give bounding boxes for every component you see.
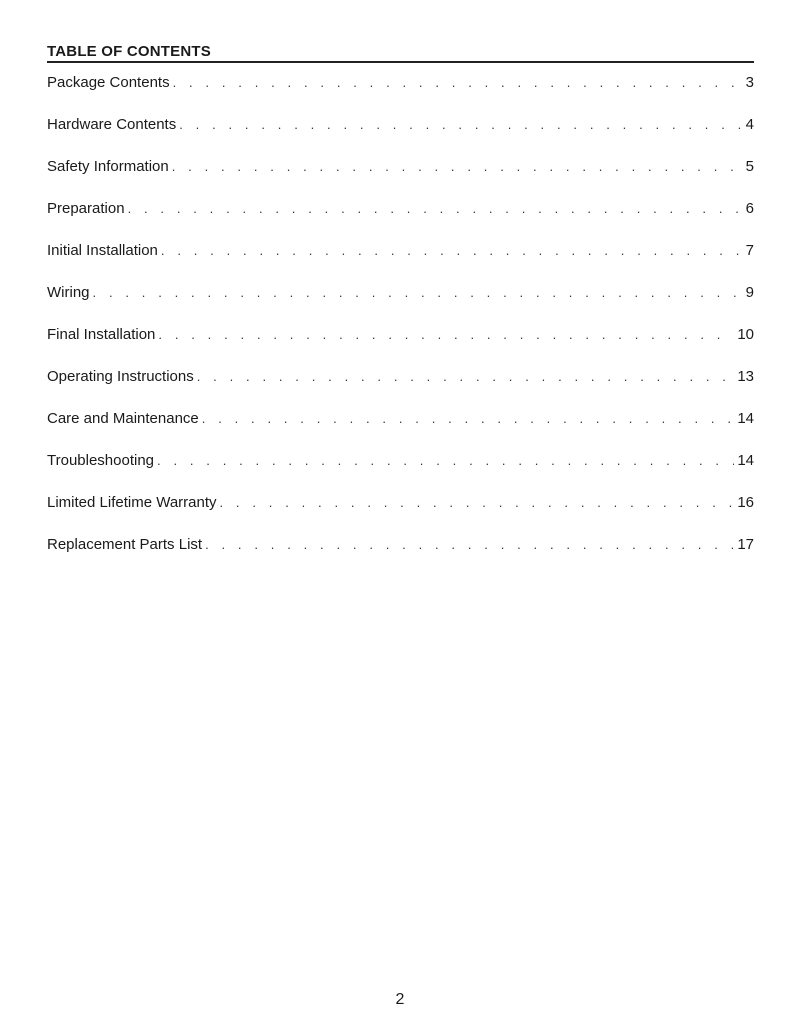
toc-list — [47, 73, 754, 577]
toc-dot-leader — [179, 115, 742, 135]
toc-entry[interactable] — [47, 325, 754, 367]
toc-entry-page: 13 — [737, 368, 754, 385]
toc-entry[interactable] — [47, 535, 754, 577]
toc-dot-leader — [128, 199, 743, 219]
toc-entry-label: Troubleshooting — [47, 452, 155, 469]
toc-header — [47, 44, 754, 63]
toc-entry-page: 3 — [745, 74, 754, 91]
toc-entry[interactable] — [47, 73, 754, 115]
toc-entry[interactable] — [47, 493, 754, 535]
toc-entry[interactable] — [47, 157, 754, 199]
toc-dot-leader — [158, 325, 734, 345]
toc-entry[interactable] — [47, 367, 754, 409]
toc-entry-page: 7 — [745, 242, 754, 259]
toc-entry[interactable] — [47, 409, 754, 451]
toc-entry[interactable] — [47, 451, 754, 493]
toc-entry-page: 6 — [745, 200, 754, 217]
toc-dot-leader — [161, 241, 743, 261]
toc-entry-label: Operating Instructions — [47, 368, 194, 385]
toc-entry-label: Care and Maintenance — [47, 410, 199, 427]
toc-entry-page: 4 — [745, 116, 754, 133]
toc-entry-page: 5 — [745, 158, 754, 175]
toc-dot-leader — [220, 493, 735, 513]
toc-entry-label: Limited Lifetime Warranty — [47, 494, 217, 511]
toc-dot-leader — [93, 283, 743, 303]
toc-dot-leader — [172, 157, 743, 177]
toc-entry-label: Preparation — [47, 200, 125, 217]
toc-entry-label: Safety Information — [47, 158, 169, 175]
toc-dot-leader — [202, 409, 735, 429]
toc-entry-label: Wiring — [47, 284, 90, 301]
toc-entry-label: Initial Installation — [47, 242, 158, 259]
page-number: 2 — [395, 991, 405, 1008]
toc-entry-label: Replacement Parts List — [47, 536, 203, 553]
toc-entry-label: Package Contents — [47, 74, 170, 91]
toc-entry-page: 9 — [745, 284, 754, 301]
toc-dot-leader — [205, 535, 734, 555]
toc-dot-leader — [197, 367, 735, 387]
toc-entry[interactable] — [47, 115, 754, 157]
toc-entry-page: 14 — [737, 410, 754, 427]
toc-entry-page: 17 — [737, 536, 754, 553]
toc-entry-page: 14 — [737, 452, 754, 469]
toc-entry-label: Final Installation — [47, 326, 156, 343]
toc-entry-page: 10 — [737, 326, 754, 343]
toc-entry[interactable] — [47, 241, 754, 283]
toc-dot-leader — [173, 73, 743, 93]
toc-dot-leader — [157, 451, 734, 471]
toc-entry-page: 16 — [737, 494, 754, 511]
toc-entry[interactable] — [47, 283, 754, 325]
toc-entry-label: Hardware Contents — [47, 116, 177, 133]
toc-title: TABLE OF CONTENTS — [47, 43, 211, 60]
toc-entry[interactable] — [47, 199, 754, 241]
